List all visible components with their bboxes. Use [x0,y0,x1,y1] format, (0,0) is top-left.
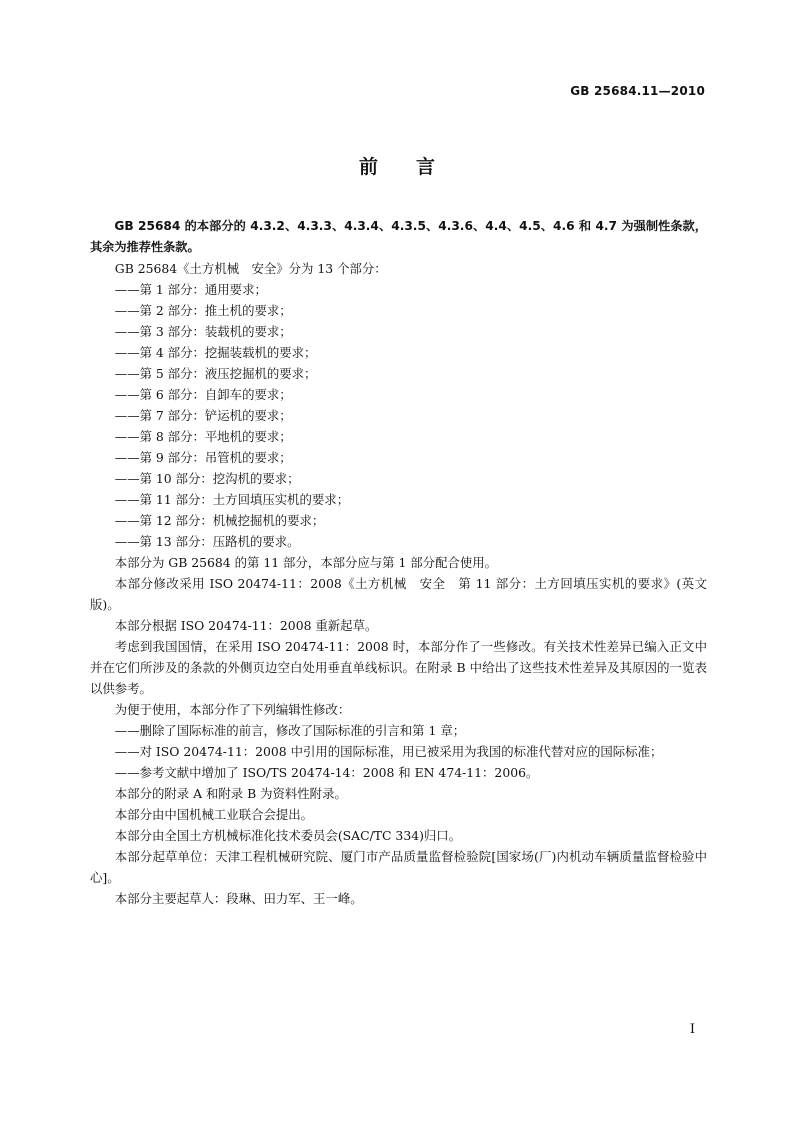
editorial-change-item: ——参考文献中增加了 ISO/TS 20474-14：2008 和 EN 474-11：2006。 [114,765,539,780]
part-list-item: ——第 13 部分：压路机的要求。 [114,534,300,549]
drafters-paragraph: 本部分主要起草人：段琳、田力军、王一峰。 [114,891,363,906]
part-list-item: ——第 1 部分：通用要求； [114,282,267,297]
parts-intro-paragraph: GB 25684《土方机械 安全》分为 13 个部分： [114,261,387,276]
editorial-change-item: ——删除了国际标准的前言，修改了国际标准的引言和第 1 章； [114,723,466,738]
part-list-item: ——第 10 部分：挖沟机的要求； [114,471,300,486]
part-list-item: ——第 11 部分：土方回填压实机的要求； [114,492,350,507]
page-title: 前言 [358,156,473,178]
foreword-body [90,216,707,909]
part-list-item: ——第 3 部分：装载机的要求； [114,324,292,339]
annex-paragraph: 本部分的附录 A 和附录 B 为资料性附录。 [114,786,347,801]
part-list-item: ——第 4 部分：挖掘装载机的要求； [114,345,317,360]
part-list-item: ——第 7 部分：铲运机的要求； [114,408,292,423]
page-number: I [689,1022,695,1037]
editorial-change-item: ——对 ISO 20474-11：2008 中引用的国际标准，用已被采用为我国的标准代替对应的国际标准； [114,744,663,759]
standard-number: GB 25684.11—2010 [570,84,705,98]
technical-differences-paragraph: 考虑到我国国情，在采用 ISO 20474-11：2008 时，本部分作了一些修改。有关技术性差异已编入正文中并在它们所涉及的条款的外侧页边空白处用垂直单线标识。在附录 B 中给出了这些技术性差异及其原因的一览表以供参考。 [90,639,707,696]
part-relation-paragraph: 本部分为 GB 25684 的第 11 部分，本部分应与第 1 部分配合使用。 [114,555,498,570]
part-list-item: ——第 8 部分：平地机的要求； [114,429,292,444]
committee-paragraph: 本部分由全国土方机械标准化技术委员会(SAC/TC 334)归口。 [114,828,462,843]
proposer-paragraph: 本部分由中国机械工业联合会提出。 [114,807,314,822]
part-list-item: ——第 2 部分：推土机的要求； [114,303,292,318]
mandatory-clauses-paragraph: GB 25684 的本部分的 4.3.2、4.3.3、4.3.4、4.3.5、4.3.6、4.4、4.5、4.6 和 4.7 为强制性条款，其余为推荐性条款。 [90,219,707,254]
drafting-units-paragraph: 本部分起草单位：天津工程机械研究院、厦门市产品质量监督检验院[国家场(厂)内机动车辆质量监督检验中心]。 [90,849,707,885]
part-list-item: ——第 5 部分：液压挖掘机的要求； [114,366,317,381]
editorial-changes-intro: 为便于使用，本部分作了下列编辑性修改： [114,702,351,717]
part-list-item: ——第 6 部分：自卸车的要求； [114,387,292,402]
redrafting-paragraph: 本部分根据 ISO 20474-11：2008 重新起草。 [114,618,378,633]
part-list-item: ——第 9 部分：吊管机的要求； [114,450,292,465]
part-list-item: ——第 12 部分：机械挖掘机的要求； [114,513,325,528]
adoption-paragraph: 本部分修改采用 ISO 20474-11：2008《土方机械 安全 第 11 部分：土方回填压实机的要求》(英文版)。 [90,576,707,612]
